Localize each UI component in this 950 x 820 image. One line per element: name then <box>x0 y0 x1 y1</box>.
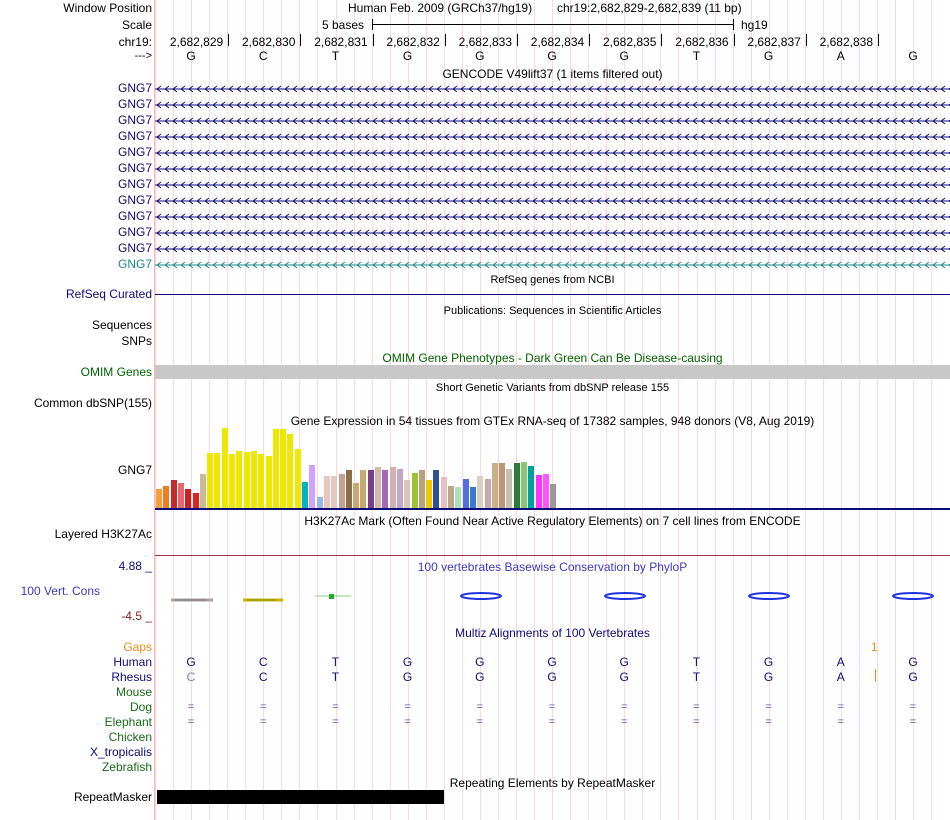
gtex-tissue-bar[interactable] <box>397 469 403 508</box>
alignment-base: C <box>258 670 268 684</box>
alignment-base: G <box>547 655 557 669</box>
gtex-tissue-bar[interactable] <box>521 462 527 508</box>
h3k27ac-title: H3K27Ac Mark (Often Found Near Active Regulatory Elements) on 7 cell lines from ENCODE <box>304 514 801 528</box>
alignment-base: G <box>619 670 629 684</box>
species-label[interactable]: Human <box>113 655 152 669</box>
alignment-match-marker: = <box>259 701 267 713</box>
alignment-base: G <box>547 670 557 684</box>
ruler-coordinate: 2,682,829 <box>169 35 224 49</box>
alignment-base: C <box>258 655 268 669</box>
scale-bar-left-tick <box>372 19 373 30</box>
gtex-tissue-bar[interactable] <box>433 470 439 508</box>
alignment-base: A <box>836 655 845 669</box>
repeatmasker-title: Repeating Elements by RepeatMasker <box>449 776 656 790</box>
gtex-tissue-bar[interactable] <box>448 486 454 508</box>
reference-base: G <box>763 49 774 63</box>
repeatmasker-label[interactable]: RepeatMasker <box>73 790 152 804</box>
gencode-gene-label[interactable]: GNG7 <box>117 145 152 159</box>
phylop-title: 100 vertebrates Basewise Conservation by PhyloP <box>417 560 688 574</box>
window-position-label: Window Position <box>63 1 152 15</box>
gtex-tissue-bar[interactable] <box>339 474 345 508</box>
alignment-match-marker: = <box>620 701 628 713</box>
gtex-tissue-bar[interactable] <box>317 497 323 508</box>
alignment-base: A <box>836 670 845 684</box>
gencode-gene-label[interactable]: GNG7 <box>117 257 152 271</box>
scale-bar <box>372 24 734 25</box>
alignment-match-marker: = <box>332 716 339 728</box>
gtex-tissue-bar[interactable] <box>543 474 549 508</box>
phylop-label[interactable]: 100 Vert. Cons <box>20 584 100 598</box>
ruler-coordinate: 2,682,836 <box>675 35 729 49</box>
alignment-match-marker: = <box>404 716 411 728</box>
alignment-base: G <box>908 655 918 669</box>
refseq-gene-line[interactable] <box>155 294 950 295</box>
alignment-base: G <box>908 670 918 684</box>
phylop-feature-3 <box>315 594 351 599</box>
gtex-tissue-bar[interactable] <box>477 476 483 508</box>
species-label[interactable]: X_tropicalis <box>89 745 152 759</box>
gencode-gene-label[interactable]: GNG7 <box>117 113 152 127</box>
phylop-feature-5 <box>605 593 645 599</box>
refseq-label[interactable]: RefSeq Curated <box>65 287 152 301</box>
phylop-wiggle[interactable] <box>155 588 950 608</box>
gtex-tissue-bar[interactable] <box>287 434 293 508</box>
alignment-match-marker: = <box>693 701 700 713</box>
alignment-match-marker: = <box>548 716 556 728</box>
gtex-tissue-bar[interactable] <box>295 449 301 508</box>
tracks-area[interactable] <box>155 0 950 820</box>
gencode-gene-label[interactable]: GNG7 <box>117 193 152 207</box>
sequences-label[interactable]: Sequences <box>91 318 152 332</box>
reference-base: A <box>836 49 845 63</box>
gencode-transcript[interactable] <box>155 164 950 174</box>
gtex-title: Gene Expression in 54 tissues from GTEx RNA-seq of 17382 samples, 948 donors (V8, Aug 2019) <box>290 414 815 428</box>
gtex-tissue-bar[interactable] <box>309 465 315 508</box>
gtex-label[interactable]: GNG7 <box>117 463 152 477</box>
gencode-gene-label[interactable]: GNG7 <box>117 241 152 255</box>
gencode-gene-label[interactable]: GNG7 <box>117 129 152 143</box>
gencode-gene-label[interactable]: GNG7 <box>117 177 152 191</box>
gtex-tissue-bar[interactable] <box>258 454 264 508</box>
alignment-base: G <box>475 670 485 684</box>
alignment-base: G <box>402 670 413 684</box>
gtex-axis <box>155 508 950 510</box>
alignment-match-marker: = <box>837 701 845 713</box>
ruler-coordinate: 2,682,833 <box>458 35 512 49</box>
gtex-tissue-bar[interactable] <box>171 480 177 508</box>
gtex-tissue-bar[interactable] <box>412 473 418 508</box>
reference-base: G <box>402 49 413 63</box>
publications-title: Publications: Sequences in Scientific Articles <box>443 305 662 317</box>
gtex-tissue-bar[interactable] <box>550 484 556 508</box>
alignment-match-marker: = <box>476 701 484 713</box>
refseq-title: RefSeq genes from NCBI <box>490 274 615 286</box>
gtex-tissue-bar[interactable] <box>207 453 213 508</box>
gap-marker: 1 <box>871 640 878 654</box>
gencode-gene-label[interactable]: GNG7 <box>117 209 152 223</box>
alignment-base: G <box>763 655 774 669</box>
gtex-tissue-bar[interactable] <box>214 453 220 508</box>
alignment-base: G <box>186 655 196 669</box>
ruler-tick <box>878 34 879 46</box>
alignment-base: T <box>692 670 701 684</box>
gtex-bar-chart[interactable] <box>155 428 555 508</box>
gencode-transcript[interactable] <box>155 196 950 206</box>
gtex-tissue-bar[interactable] <box>368 470 374 508</box>
gencode-transcript[interactable] <box>155 228 950 238</box>
phylop-min-label: -4.5 _ <box>121 609 152 623</box>
alignment-base: G <box>619 655 629 669</box>
gtex-tissue-bar[interactable] <box>514 463 520 508</box>
gencode-transcript[interactable] <box>155 212 950 222</box>
gtex-tissue-bar[interactable] <box>485 479 491 508</box>
gtex-tissue-bar[interactable] <box>419 470 425 508</box>
gtex-tissue-bar[interactable] <box>470 487 476 508</box>
species-label[interactable]: Mouse <box>115 685 152 699</box>
gtex-tissue-bar[interactable] <box>455 487 461 508</box>
alignment-base: G <box>402 655 413 669</box>
gtex-tissue-bar[interactable] <box>324 476 330 508</box>
ruler-coordinate: 2,682,835 <box>603 35 657 49</box>
gtex-tissue-bar[interactable] <box>463 479 469 508</box>
dbsnp-title: Short Genetic Variants from dbSNP release 155 <box>435 382 670 394</box>
gencode-gene-label[interactable]: GNG7 <box>117 81 152 95</box>
gtex-tissue-bar[interactable] <box>266 456 272 508</box>
gaps-label: Gaps <box>123 640 152 654</box>
gencode-title: GENCODE V49lift37 (1 items filtered out) <box>442 67 663 81</box>
alignment-base: G <box>475 655 485 669</box>
gtex-tissue-bar[interactable] <box>200 474 206 508</box>
gtex-tissue-bar[interactable] <box>273 429 279 508</box>
ruler-coordinate: 2,682,838 <box>819 35 873 49</box>
alignment-match-marker: = <box>620 716 628 728</box>
omim-label[interactable]: OMIM Genes <box>80 365 152 379</box>
alignment-match-marker: = <box>332 701 339 713</box>
alignment-match-marker: = <box>476 716 484 728</box>
phylop-feature-7 <box>893 593 933 599</box>
gtex-tissue-bar[interactable] <box>331 476 337 508</box>
gtex-tissue-bar[interactable] <box>506 469 512 508</box>
scale-text: 5 bases <box>322 18 365 32</box>
reference-base: T <box>692 49 701 63</box>
gencode-transcript[interactable] <box>155 244 950 254</box>
gencode-transcript[interactable] <box>155 260 950 270</box>
alignment-match-marker: = <box>909 701 917 713</box>
gencode-transcript[interactable] <box>155 180 950 190</box>
alignment-match-marker: = <box>548 701 556 713</box>
reference-base: G <box>908 49 918 63</box>
reference-base: T <box>331 49 340 63</box>
reference-base: C <box>258 49 268 63</box>
alignment-match-marker: = <box>909 716 917 728</box>
reference-base: G <box>186 49 196 63</box>
ruler-coordinate: 2,682,832 <box>386 35 440 49</box>
ruler-coordinate: 2,682,830 <box>242 35 296 49</box>
reference-base: G <box>619 49 629 63</box>
omim-title: OMIM Gene Phenotypes - Dark Green Can Be Disease-causing <box>382 351 723 365</box>
alignment-match-marker: = <box>765 716 772 728</box>
position-text: chr19:2,682,829-2,682,839 (11 bp) <box>557 1 742 15</box>
omim-gene-bar[interactable] <box>155 365 950 379</box>
gtex-tissue-bar[interactable] <box>360 470 366 508</box>
track-labels-column <box>0 0 155 820</box>
gtex-tissue-bar[interactable] <box>346 470 352 508</box>
gtex-tissue-bar[interactable] <box>353 483 359 508</box>
gencode-gene-label[interactable]: GNG7 <box>117 225 152 239</box>
gtex-tissue-bar[interactable] <box>251 451 257 508</box>
gtex-tissue-bar[interactable] <box>193 493 199 508</box>
alignment-match-marker: = <box>259 716 267 728</box>
gtex-tissue-bar[interactable] <box>390 467 396 508</box>
alignment-base: T <box>692 655 701 669</box>
species-label[interactable]: Chicken <box>108 730 152 744</box>
gencode-transcript[interactable] <box>155 116 950 126</box>
h3k27ac-label[interactable]: Layered H3K27Ac <box>54 527 152 541</box>
ruler-coordinate: 2,682,831 <box>314 35 368 49</box>
gtex-tissue-bar[interactable] <box>163 486 169 508</box>
h3k27ac-axis <box>155 555 950 556</box>
alignment-base: G <box>763 670 774 684</box>
alignment-match-marker: = <box>693 716 700 728</box>
species-label[interactable]: Elephant <box>104 715 152 729</box>
multiz-title: Multiz Alignments of 100 Vertebrates <box>455 626 650 640</box>
gencode-transcript[interactable] <box>155 132 950 142</box>
gtex-tissue-bar[interactable] <box>426 480 432 508</box>
gencode-transcript[interactable] <box>155 84 950 94</box>
gtex-tissue-bar[interactable] <box>302 482 308 508</box>
gtex-tissue-bar[interactable] <box>492 463 498 508</box>
species-label[interactable]: Rhesus <box>111 670 152 684</box>
alignment-match-marker: = <box>187 701 195 713</box>
gtex-tissue-bar[interactable] <box>536 475 542 508</box>
alignment-match-marker: = <box>765 701 772 713</box>
scale-label: Scale <box>121 18 152 32</box>
alignment-base: T <box>331 655 340 669</box>
gtex-tissue-bar[interactable] <box>178 483 184 508</box>
gtex-tissue-bar[interactable] <box>236 451 242 508</box>
chrom-label: chr19: <box>118 35 152 49</box>
phylop-max-label: 4.88 _ <box>118 559 152 573</box>
gtex-tissue-bar[interactable] <box>404 480 410 508</box>
gencode-transcript[interactable] <box>155 148 950 158</box>
dbsnp-label[interactable]: Common dbSNP(155) <box>33 396 152 410</box>
gencode-gene-label[interactable]: GNG7 <box>117 161 152 175</box>
gencode-gene-label[interactable]: GNG7 <box>117 97 152 111</box>
gtex-tissue-bar[interactable] <box>528 466 534 508</box>
alignment-match-marker: = <box>404 701 411 713</box>
species-label[interactable]: Zebrafish <box>101 760 152 774</box>
reference-base: G <box>547 49 557 63</box>
gtex-tissue-bar[interactable] <box>375 467 381 508</box>
repeatmasker-element[interactable] <box>157 790 444 804</box>
alignment-base: C <box>186 670 196 684</box>
gtex-tissue-bar[interactable] <box>229 454 235 508</box>
gtex-tissue-bar[interactable] <box>244 452 250 508</box>
assembly-title: Human Feb. 2009 (GRCh37/hg19) <box>348 1 533 15</box>
reference-base: G <box>475 49 485 63</box>
alignment-base: T <box>331 670 340 684</box>
scale-bar-right-tick <box>733 19 734 30</box>
alignment-match-marker: = <box>187 716 195 728</box>
gtex-tissue-bar[interactable] <box>441 477 447 508</box>
strand-label: ---> <box>134 50 152 62</box>
gencode-transcript[interactable] <box>155 100 950 110</box>
ruler-coordinate: 2,682,837 <box>747 35 801 49</box>
gtex-tissue-bar[interactable] <box>222 428 228 508</box>
phylop-feature-6 <box>749 593 789 599</box>
alignment-match-marker: = <box>837 716 845 728</box>
ruler-coordinate: 2,682,834 <box>530 35 585 49</box>
db-name: hg19 <box>741 18 768 32</box>
gtex-tissue-bar[interactable] <box>499 463 505 508</box>
snps-label[interactable]: SNPs <box>121 334 152 348</box>
gtex-tissue-bar[interactable] <box>280 429 286 508</box>
species-label[interactable]: Dog <box>129 700 152 714</box>
gtex-tissue-bar[interactable] <box>156 489 162 508</box>
gtex-tissue-bar[interactable] <box>185 489 191 508</box>
gtex-tissue-bar[interactable] <box>382 470 388 508</box>
phylop-feature-4 <box>461 593 501 599</box>
